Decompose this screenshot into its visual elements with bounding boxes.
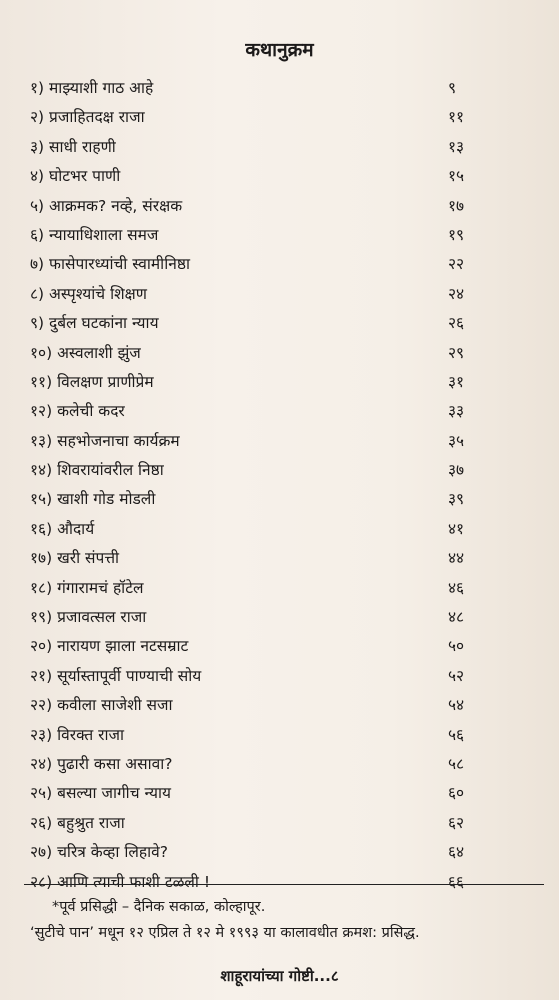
toc-entry [30,339,500,368]
toc-entry [30,280,500,309]
toc-entry [30,162,500,191]
toc-entry [30,809,500,838]
table-of-contents [30,74,500,897]
toc-entry-page-number: ४६ [448,578,465,597]
toc-entry-title: १३) सहभोजनाचा कार्यक्रम [30,431,180,450]
toc-entry-title: २२) कवीला साजेशी सजा [30,696,173,715]
toc-entry-title: २७) चरित्र केव्हा लिहावे? [30,843,168,862]
toc-entry-title: ७) फासेपारध्यांची स्वामीनिष्ठा [30,255,190,274]
toc-entry-page-number: १७ [448,196,465,215]
toc-entry-page-number: ३७ [448,461,465,480]
toc-entry-title: ८) अस्पृश्यांचे शिक्षण [30,284,147,303]
toc-entry-page-number: ५८ [448,754,465,773]
toc-entry-page-number: १३ [448,137,465,156]
toc-entry-page-number: २२ [448,255,465,274]
toc-entry [30,750,500,779]
toc-entry-page-number: २४ [448,284,465,303]
toc-entry [30,721,500,750]
toc-entry [30,544,500,573]
toc-entry [30,397,500,426]
toc-entry-page-number: ६६ [448,872,465,891]
toc-entry-page-number: १९ [448,225,465,244]
toc-entry-title: २३) विरक्त राजा [30,725,125,744]
toc-entry-title: १) माझ्याशी गाठ आहे [30,79,154,97]
footnote-line-1: *पूर्व प्रसिद्धी – दैनिक सकाळ, कोल्हापूर. [52,899,266,915]
toc-entry-title: ६) न्यायाधिशाला समज [30,225,159,244]
toc-entry-title: १७) खरी संपत्ती [30,549,120,568]
toc-entry-page-number: ४४ [448,549,465,568]
toc-entry-page-number: ३३ [448,402,465,421]
toc-entry-title: १५) खाशी गोड मोडली [30,490,156,509]
toc-entry-title: ४) घोटभर पाणी [30,167,121,186]
toc-entry [30,250,500,279]
toc-entry-title: १८) गंगारामचं हॉटेल [30,578,144,597]
toc-entry-page-number: ३१ [448,372,465,391]
toc-entry [30,368,500,397]
toc-entry-page-number: २६ [448,314,465,333]
toc-entry-title: ३) साधी राहणी [30,137,116,156]
toc-entry-title: २८) आणि त्याची फाशी टळली ! [30,872,211,891]
divider [24,884,544,885]
toc-entry [30,133,500,162]
toc-entry [30,662,500,691]
toc-entry [30,456,500,485]
toc-entry-page-number: ९ [448,79,457,97]
toc-entry-page-number: ६२ [448,813,465,832]
toc-entry-page-number: ६० [448,784,465,803]
toc-entry [30,691,500,720]
toc-entry-title: १०) अस्वलाशी झुंज [30,343,141,362]
toc-entry [30,838,500,867]
toc-entry-page-number: ३९ [448,490,465,509]
toc-entry [30,485,500,514]
toc-entry [30,427,500,456]
toc-entry-title: २५) बसल्या जागीच न्याय [30,784,172,803]
toc-entry-page-number: ३५ [448,431,465,450]
toc-entry [30,632,500,661]
toc-entry-title: २) प्रजाहितदक्ष राजा [30,108,145,127]
toc-entry [30,515,500,544]
toc-entry-page-number: ५६ [448,725,465,744]
toc-entry-title: १२) कलेची कदर [30,402,125,421]
toc-entry-title: ९) दुर्बल घटकांना न्याय [30,314,159,333]
toc-entry [30,103,500,132]
toc-entry-title: २६) बहुश्रुत राजा [30,813,125,832]
footnote-line-2: ‘सुटीचे पान’ मधून १२ एप्रिल ते १२ मे १९९३ या कालावधीत क्रमश: प्रसिद्ध. [30,925,420,941]
page-footer: शाहूरायांच्या गोष्टी...८ [220,967,339,985]
page-title: कथानुक्रम [245,39,314,61]
toc-entry [30,309,500,338]
toc-entry [30,574,500,603]
toc-entry-page-number: २९ [448,343,465,362]
toc-entry [30,192,500,221]
toc-entry-page-number: ४८ [448,608,465,627]
toc-entry-page-number: ५२ [448,666,465,685]
toc-entry-page-number: १५ [448,167,465,186]
toc-entry-title: १४) शिवरायांवरील निष्ठा [30,461,164,480]
toc-entry-page-number: ५४ [448,696,465,715]
toc-entry [30,74,500,103]
toc-entry-title: ११) विलक्षण प्राणीप्रेम [30,372,154,391]
toc-entry-page-number: ४१ [448,519,465,538]
toc-entry [30,603,500,632]
toc-entry-title: २१) सूर्यास्तापूर्वी पाण्याची सोय [30,666,202,685]
toc-entry-page-number: ५० [448,637,465,656]
toc-entry-title: २४) पुढारी कसा असावा? [30,754,173,773]
toc-entry-title: २०) नारायण झाला नटसम्राट [30,637,189,656]
toc-entry-title: १६) औदार्य [30,519,95,538]
toc-entry [30,779,500,808]
toc-entry [30,868,500,897]
toc-entry-page-number: ६४ [448,843,465,862]
toc-entry-title: १९) प्रजावत्सल राजा [30,608,147,627]
toc-entry [30,221,500,250]
toc-entry-page-number: ११ [448,108,465,127]
toc-entry-title: ५) आक्रमक? नव्हे, संरक्षक [30,196,183,215]
